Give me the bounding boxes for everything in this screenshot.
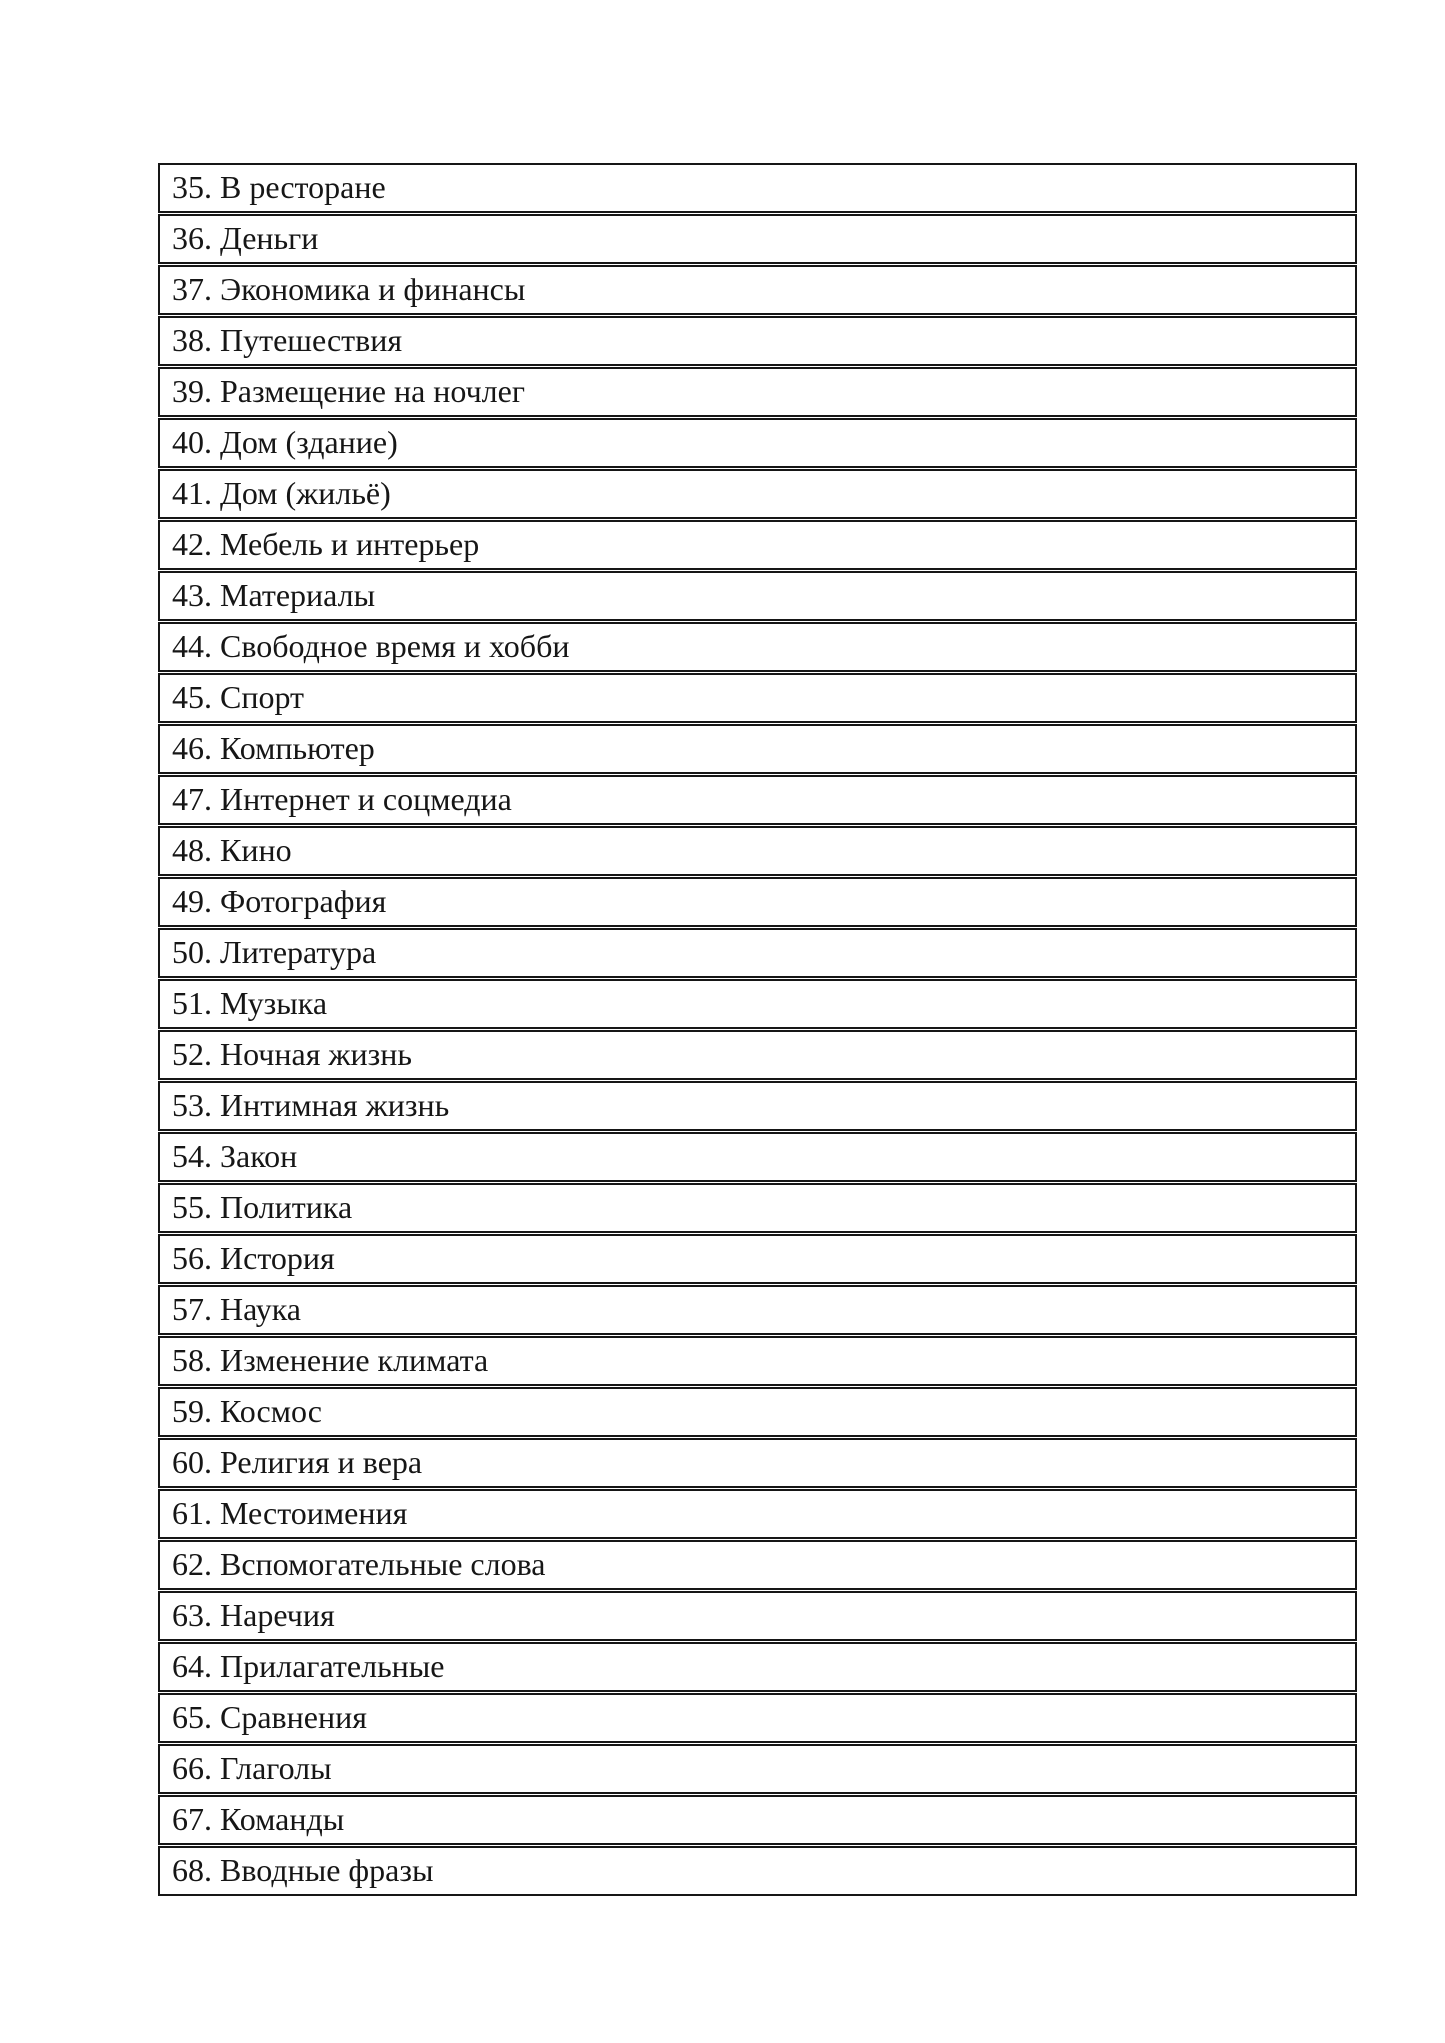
toc-entry: 51. Музыка	[158, 979, 1357, 1029]
table-row	[158, 673, 1357, 723]
table-row	[158, 877, 1357, 927]
toc-entry: 60. Религия и вера	[158, 1438, 1357, 1488]
toc-entry: 64. Прилагательные	[158, 1642, 1357, 1692]
toc-entry: 49. Фотография	[158, 877, 1357, 927]
table-row	[158, 622, 1357, 672]
table-row	[158, 571, 1357, 621]
table-row	[158, 469, 1357, 519]
toc-entry: 67. Команды	[158, 1795, 1357, 1845]
table-row	[158, 826, 1357, 876]
toc-entry: 35. В ресторане	[158, 163, 1357, 213]
table-row	[158, 724, 1357, 774]
table-row	[158, 1030, 1357, 1080]
table-row	[158, 1540, 1357, 1590]
toc-entry: 63. Наречия	[158, 1591, 1357, 1641]
table-row	[158, 418, 1357, 468]
table-row	[158, 1591, 1357, 1641]
contents-table	[158, 162, 1357, 1897]
table-row	[158, 775, 1357, 825]
toc-entry: 58. Изменение климата	[158, 1336, 1357, 1386]
toc-entry: 54. Закон	[158, 1132, 1357, 1182]
toc-entry: 44. Свободное время и хобби	[158, 622, 1357, 672]
table-row	[158, 1132, 1357, 1182]
toc-entry: 61. Местоимения	[158, 1489, 1357, 1539]
toc-entry: 65. Сравнения	[158, 1693, 1357, 1743]
toc-entry: 36. Деньги	[158, 214, 1357, 264]
table-row	[158, 316, 1357, 366]
table-row	[158, 1846, 1357, 1896]
toc-entry: 45. Спорт	[158, 673, 1357, 723]
toc-entry: 66. Глаголы	[158, 1744, 1357, 1794]
table-row	[158, 1642, 1357, 1692]
toc-entry: 42. Мебель и интерьер	[158, 520, 1357, 570]
toc-entry: 53. Интимная жизнь	[158, 1081, 1357, 1131]
toc-entry: 43. Материалы	[158, 571, 1357, 621]
table-row	[158, 1693, 1357, 1743]
toc-entry: 37. Экономика и финансы	[158, 265, 1357, 315]
toc-entry: 41. Дом (жильё)	[158, 469, 1357, 519]
table-row	[158, 214, 1357, 264]
table-row	[158, 163, 1357, 213]
toc-entry: 55. Политика	[158, 1183, 1357, 1233]
table-row	[158, 1183, 1357, 1233]
table-row	[158, 1438, 1357, 1488]
toc-entry: 52. Ночная жизнь	[158, 1030, 1357, 1080]
toc-entry: 56. История	[158, 1234, 1357, 1284]
toc-entry: 62. Вспомогательные слова	[158, 1540, 1357, 1590]
table-row	[158, 1285, 1357, 1335]
toc-entry: 68. Вводные фразы	[158, 1846, 1357, 1896]
table-row	[158, 1744, 1357, 1794]
toc-entry: 50. Литература	[158, 928, 1357, 978]
table-row	[158, 928, 1357, 978]
toc-entry: 40. Дом (здание)	[158, 418, 1357, 468]
toc-entry: 39. Размещение на ночлег	[158, 367, 1357, 417]
table-row	[158, 367, 1357, 417]
toc-entry: 57. Наука	[158, 1285, 1357, 1335]
table-row	[158, 1336, 1357, 1386]
table-row	[158, 979, 1357, 1029]
table-row	[158, 1081, 1357, 1131]
toc-entry: 38. Путешествия	[158, 316, 1357, 366]
toc-entry: 47. Интернет и соцмедиа	[158, 775, 1357, 825]
table-row	[158, 265, 1357, 315]
table-row	[158, 1795, 1357, 1845]
table-row	[158, 1234, 1357, 1284]
toc-entry: 59. Космос	[158, 1387, 1357, 1437]
toc-entry: 46. Компьютер	[158, 724, 1357, 774]
table-row	[158, 520, 1357, 570]
table-row	[158, 1489, 1357, 1539]
contents-table-body	[158, 163, 1357, 1896]
table-row	[158, 1387, 1357, 1437]
toc-entry: 48. Кино	[158, 826, 1357, 876]
